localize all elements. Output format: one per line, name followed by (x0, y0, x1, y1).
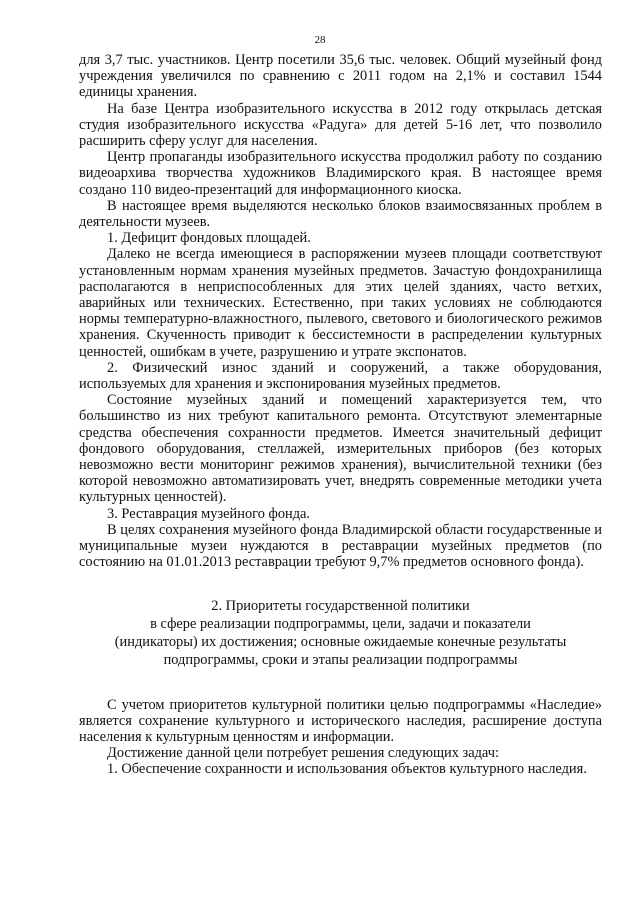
list-item-storage-deficit: 1. Дефицит фондовых площадей. (107, 230, 311, 247)
paragraph-subprogram-goal: С учетом приоритетов культурной политики целью подпрограммы «Наследие» является сохранение культурного и исторического наследия, расширение доступа населения к культурным ценностям и информации. (79, 696, 602, 745)
section-heading-line-1: 2. Приоритеты государственной политики (211, 597, 470, 614)
list-item-heritage-preservation: 1. Обеспечение сохранности и использования объектов культурного наследия. (107, 761, 587, 778)
section-heading (79, 597, 602, 669)
section-heading-line-2: в сфере реализации подпрограммы, цели, задачи и показатели (150, 615, 531, 632)
list-item-restoration: 3. Реставрация музейного фонда. (107, 505, 311, 522)
list-item-physical-wear: 2. Физический износ зданий и сооружений, а также оборудования, используемых для хранения и экспонирования музейных предметов. (79, 359, 602, 393)
section-heading-line-4: подпрограммы, сроки и этапы реализации подпрограммы (163, 651, 518, 668)
paragraph-tasks-intro: Достижение данной цели потребует решения следующих задач: (107, 745, 499, 762)
paragraph-physical-wear: Состояние музейных зданий и помещений характеризуется тем, что большинство из них требуют капитального ремонта. Отсутствуют элементарные средства обеспечения сохранности предметов. Имеется значительный дефицит фондового оборудования, стеллажей, измерительных приборов (без которых невозможно вести мониторинг режимов хранения), вычислительной техники (без которой невозможно автоматизировать учет, внедрять современные методики учета культурных ценностей). (79, 392, 602, 506)
paragraph-problems-intro: В настоящее время выделяются несколько блоков взаимосвязанных проблем в деятельности музеев. (79, 197, 602, 231)
section-heading-line-3: (индикаторы) их достижения; основные ожидаемые конечные результаты (114, 633, 567, 650)
paragraph-raduga-studio: На базе Центра изобразительного искусства в 2012 году открылась детская студия изобразительного искусства «Радуга» для детей 5-16 лет, что позволило расширить сферу услуг для населения. (79, 100, 602, 150)
paragraph-restoration: В целях сохранения музейного фонда Владимирской области государственные и муниципальные музеи нуждаются в реставрации музейных предметов (по состоянию на 01.01.2013 реставрации требуют 9,7% предметов основного фонда). (79, 521, 602, 571)
page-content (79, 52, 602, 778)
paragraph-video-archive: Центр пропаганды изобразительного искусства продолжил работу по созданию видеоархива творчества художников Владимирского края. В настоящее время создано 110 видео-презентаций для информационного киоска. (79, 149, 602, 198)
paragraph-continuation: для 3,7 тыс. участников. Центр посетили 35,6 тыс. человек. Общий музейный фонд учреждения увеличился по сравнению с 2011 годом на 2,1% и составил 1544 единицы хранения. (79, 52, 602, 101)
page-number: 28 (314, 34, 326, 46)
paragraph-storage-deficit: Далеко не всегда имеющиеся в распоряжении музеев площади соответствуют установленным нормам хранения музейных предметов. Зачастую фондохранилища располагаются в неприспособленных для этих целей зданиях, часто ветхих, аварийных или технических. Естественно, при таких условиях не соблюдаются нормы температурно-влажностного, пылевого, светового и биологического режимов хранения. Скученность приводит к бессистемности в распределении культурных ценностей, ошибкам в учете, разрушению и утрате экспонатов. (79, 246, 602, 360)
